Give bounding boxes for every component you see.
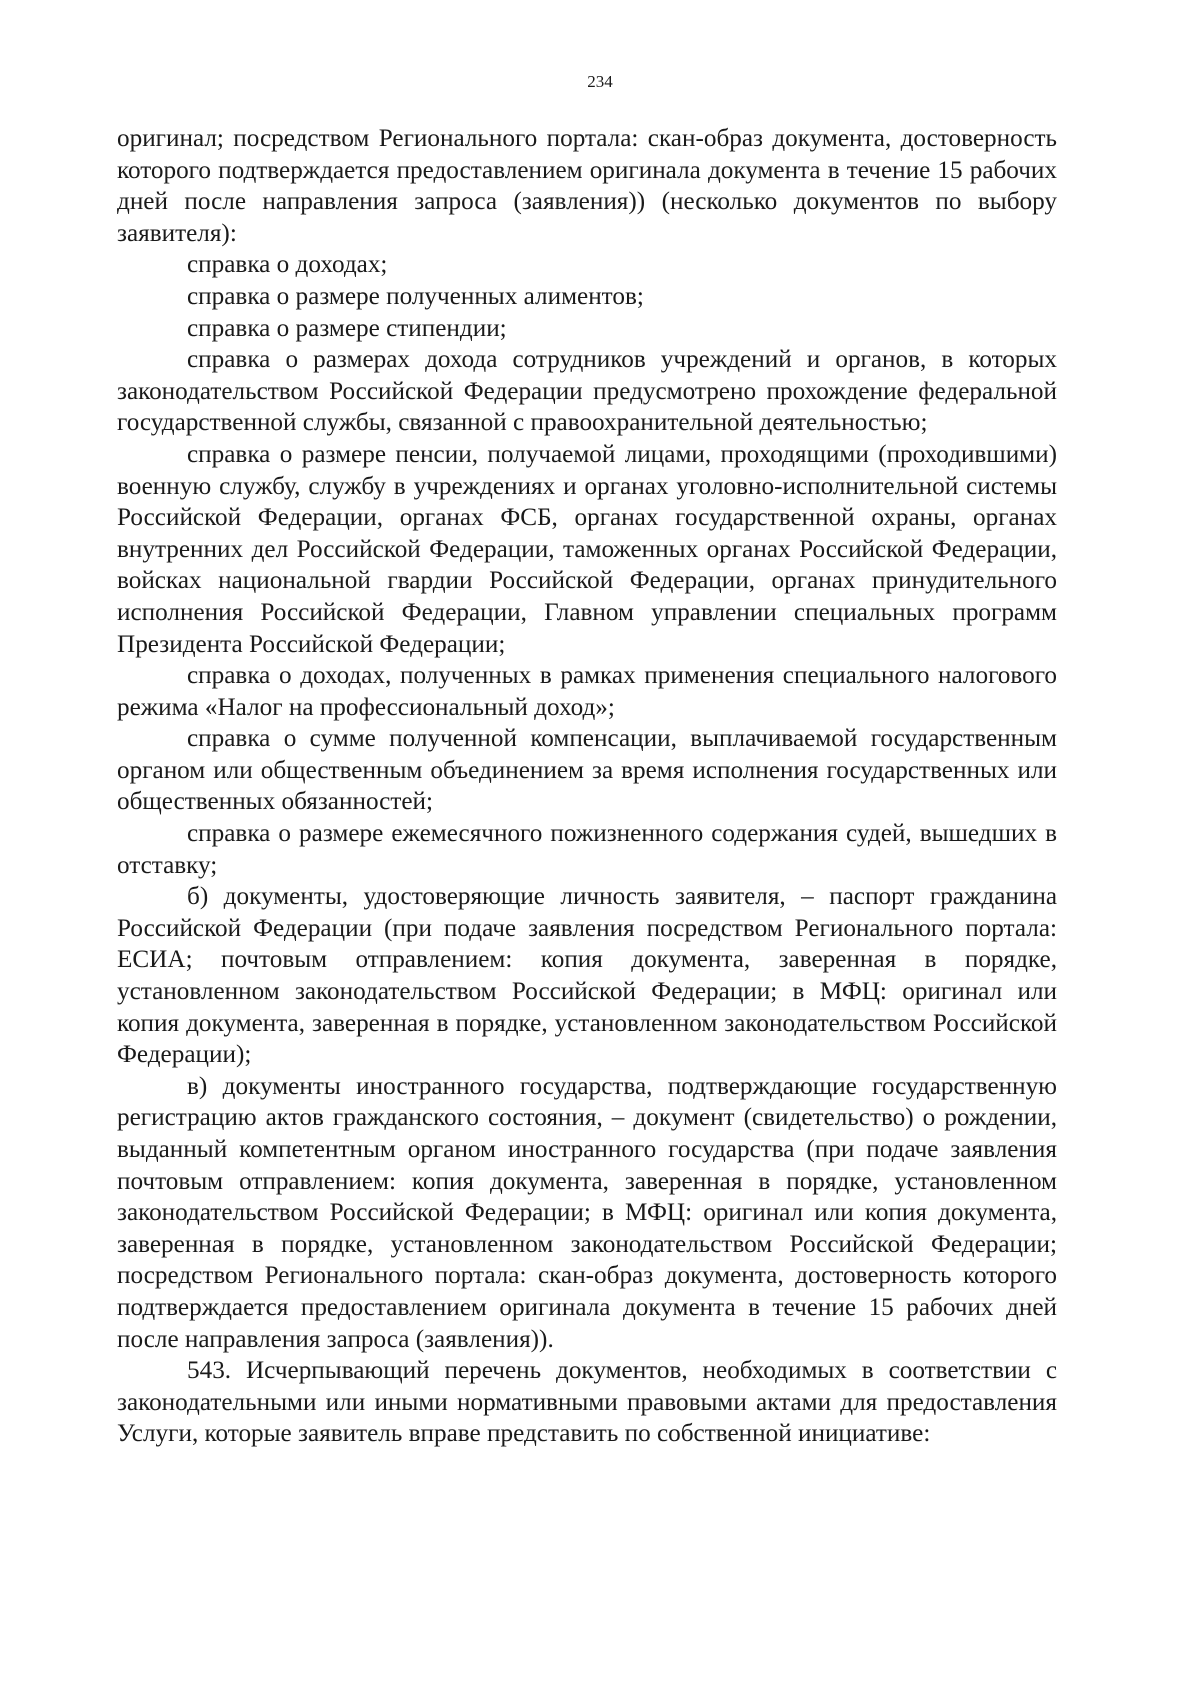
list-item-stipend-certificate: справка о размере стипендии;	[187, 314, 507, 342]
list-item-income-certificate: справка о доходах;	[187, 251, 388, 279]
list-item-judge-allowance: справка о размере ежемесячного пожизненного содержания судей, вышедших в отставку;	[117, 820, 1057, 879]
document-body	[117, 123, 1057, 1450]
list-item-compensation-certificate: справка о сумме полученной компенсации, выплачиваемой государственным органом или общественным объединением за время исполнения государственных или общественных обязанностей;	[117, 725, 1057, 816]
paragraph-identity-documents: б) документы, удостоверяющие личность заявителя, – паспорт гражданина Российской Федерации (при подаче заявления посредством Регионального портала: ЕСИА; почтовым отправлением: копия документа, заверенная в порядке, установленном законодательством Российской Федерации; в МФЦ: оригинал или копия документа, заверенная в порядке, установленном законодательством Российской Федерации);	[117, 883, 1057, 1069]
list-item-alimony-certificate: справка о размере полученных алиментов;	[187, 282, 644, 310]
paragraph-543: 543. Исчерпывающий перечень документов, необходимых в соответствии с законодательными или иными нормативными правовыми актами для предоставления Услуги, которые заявитель вправе представить по собственной инициативе:	[117, 1357, 1057, 1448]
list-item-pension-certificate: справка о размере пенсии, получаемой лицами, проходящими (проходившими) военную службу, службу в учреждениях и органах уголовно-исполнительной системы Российской Федерации, органах ФСБ, органах государственной охраны, органах внутренних дел Российской Федерации, таможенных органах Российской Федерации, войсках национальной гвардии Российской Федерации, органах принудительного исполнения Российской Федерации, Главном управлении специальных программ Президента Российской Федерации;	[117, 440, 1057, 658]
list-item-professional-income-tax: справка о доходах, полученных в рамках применения специального налогового режима «Налог на профессиональный доход»;	[117, 662, 1057, 721]
page-number: 234	[587, 72, 613, 91]
list-item-law-enforcement-income: справка о размерах дохода сотрудников учреждений и органов, в которых законодательством Российской Федерации предусмотрено прохождение федеральной государственной службы, связанной с правоохранительной деятельностью;	[117, 346, 1057, 437]
paragraph-continuation: оригинал; посредством Регионального портала: скан-образ документа, достоверность которого подтверждается предоставлением оригинала документа в течение 15 рабочих дней после направления запроса (заявления)) (несколько документов по выбору заявителя):	[117, 125, 1057, 247]
paragraph-foreign-documents: в) документы иностранного государства, подтверждающие государственную регистрацию актов гражданского состояния, – документ (свидетельство) о рождении, выданный компетентным органом иностранного государства (при подаче заявления почтовым отправлением: копия документа, заверенная в порядке, установленном законодательством Российской Федерации; в МФЦ: оригинал или копия документа, заверенная в порядке, установленном законодательством Российской Федерации; посредством Регионального портала: скан-образ документа, достоверность которого подтверждается предоставлением оригинала документа в течение 15 рабочих дней после направления запроса (заявления)).	[117, 1072, 1057, 1353]
